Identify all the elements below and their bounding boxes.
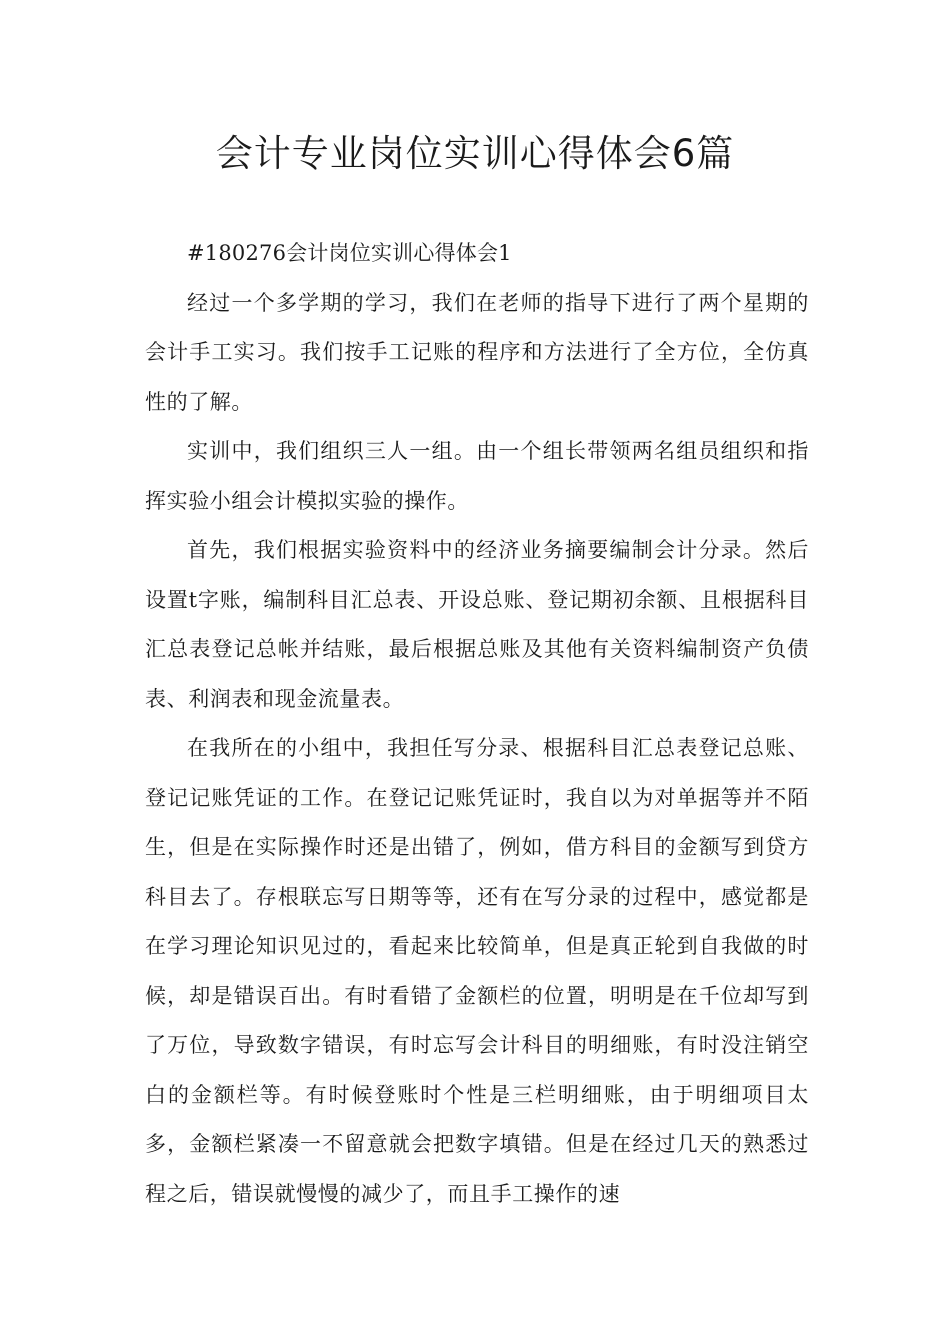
paragraph-2: 实训中，我们组织三人一组。由一个组长带领两名组员组织和指挥实验小组会计模拟实验的操作。 (145, 439, 809, 513)
document-body (145, 229, 809, 1219)
document-title: 会计专业岗位实训心得体会6篇 (215, 132, 735, 175)
section-heading: #180276会计岗位实训心得体会1 (187, 241, 512, 265)
paragraph-4: 在我所在的小组中，我担任写分录、根据科目汇总表登记总账、登记记账凭证的工作。在登记记账凭证时，我自以为对单据等并不陌生，但是在实际操作时还是出错了，例如，借方科目的金额写到贷方科目去了。存根联忘写日期等等，还有在写分录的过程中，感觉都是在学习理论知识见过的，看起来比较简单，但是真正轮到自我做的时候，却是错误百出。有时看错了金额栏的位置，明明是在千位却写到了万位，导致数字错误，有时忘写会计科目的明细账，有时没注销空白的金额栏等。有时候登账时个性是三栏明细账，由于明细项目太多，金额栏紧凑一不留意就会把数字填错。但是在经过几天的熟悉过程之后，错误就慢慢的减少了，而且手工操作的速 (145, 736, 809, 1206)
paragraph-3: 首先，我们根据实验资料中的经济业务摘要编制会计分录。然后设置t字账，编制科目汇总表、开设总账、登记期初余额、且根据科目汇总表登记总帐并结账，最后根据总账及其他有关资料编制资产负债表、利润表和现金流量表。 (145, 538, 809, 711)
paragraph-1: 经过一个多学期的学习，我们在老师的指导下进行了两个星期的会计手工实习。我们按手工记账的程序和方法进行了全方位，全仿真性的了解。 (145, 290, 809, 414)
